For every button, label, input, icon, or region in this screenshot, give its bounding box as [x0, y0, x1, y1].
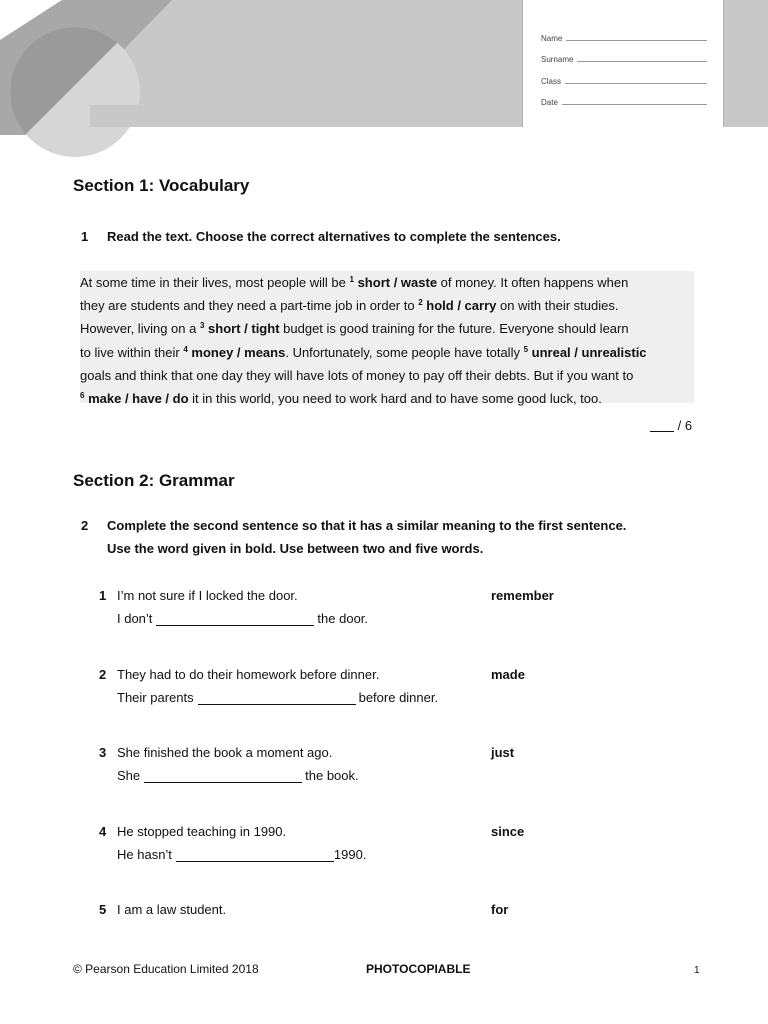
publisher-logo-icon	[0, 0, 522, 160]
name-line[interactable]	[566, 40, 707, 41]
name-field[interactable]	[541, 34, 707, 43]
text-line-6	[80, 387, 694, 410]
item-number: 1	[99, 588, 107, 603]
item-sentence: He stopped teaching in 1990.	[117, 824, 287, 839]
exercise1-instruction	[81, 225, 561, 248]
item-keyword: just	[491, 745, 515, 760]
text-fragment: they are students and they need a part-time job in order to	[80, 298, 419, 314]
exercise1-number: 1	[81, 229, 89, 244]
gap-options[interactable]: short / tight	[208, 321, 280, 337]
gap-number: 2	[418, 298, 423, 308]
item-sentence: They had to do their homework before dinner.	[117, 667, 380, 682]
date-line[interactable]	[562, 104, 707, 105]
text-fragment: However, living on a	[80, 321, 200, 337]
header-band-right	[724, 0, 768, 127]
gap-options[interactable]: hold / carry	[426, 298, 497, 314]
text-line-3	[80, 317, 694, 340]
class-label: Class	[541, 77, 562, 86]
text-line-2	[80, 294, 694, 317]
item-rewrite	[117, 843, 366, 866]
item-number: 5	[99, 902, 107, 917]
item-sentence: I’m not sure if I locked the door.	[117, 588, 298, 603]
rewrite-start: He hasn’t	[117, 847, 172, 862]
text-fragment: to live within their	[80, 344, 184, 360]
section1-title: Section 1: Vocabulary	[73, 176, 250, 195]
rewrite-end: the book.	[305, 768, 359, 783]
text-fragment: At some time in their lives, most people will be	[80, 275, 350, 290]
gap-options[interactable]: unreal / unrealistic	[531, 344, 647, 360]
item-sentence: I am a law student.	[117, 902, 227, 917]
exercise1-instruction-text: Read the text. Choose the correct alternatives to complete the sentences.	[107, 229, 561, 244]
date-label: Date	[541, 98, 558, 107]
exercise2-instruction-line2: Use the word given in bold. Use between two and five words.	[107, 541, 484, 556]
item-keyword: since	[491, 824, 525, 839]
rewrite-start: I don’t	[117, 611, 153, 626]
gap-number: 3	[199, 321, 205, 331]
text-fragment: on with their studies.	[496, 298, 619, 314]
answer-gap[interactable]	[144, 768, 302, 783]
class-line[interactable]	[565, 83, 707, 84]
item-sentence: She finished the book a moment ago.	[117, 745, 333, 760]
answer-gap[interactable]	[176, 847, 334, 862]
class-field[interactable]	[541, 77, 707, 86]
rewrite-start: She	[117, 768, 141, 783]
rewrite-end: 1990.	[333, 847, 367, 862]
text-line-4	[80, 341, 694, 364]
text-fragment: goals and think that one day they will have lots of money to pay off their debts. But if you want to	[80, 367, 634, 383]
exercise2-instruction-line1: Complete the second sentence so that it has a similar meaning to the first sentence.	[107, 518, 627, 533]
answer-gap[interactable]	[198, 690, 356, 705]
item-number: 3	[99, 745, 107, 760]
rewrite-end: the door.	[317, 611, 369, 626]
footer-copyright: © Pearson Education Limited 2018	[73, 962, 259, 976]
date-field[interactable]	[541, 98, 707, 107]
text-fragment: budget is good training for the future. Everyone should learn	[279, 321, 629, 337]
item-keyword: remember	[491, 588, 554, 603]
item-keyword: made	[491, 667, 525, 682]
score-blank[interactable]	[650, 419, 674, 432]
item-rewrite	[117, 686, 438, 709]
section1-score	[650, 418, 692, 433]
gap-number: 5	[523, 344, 529, 354]
exercise2-number: 2	[81, 518, 89, 533]
section2-title: Section 2: Grammar	[73, 471, 235, 490]
score-total: / 6	[677, 418, 693, 433]
name-label: Name	[541, 34, 563, 43]
item-number: 4	[99, 824, 107, 839]
footer-page-number: 1	[694, 965, 700, 976]
item-rewrite	[117, 764, 359, 787]
text-line-5	[80, 364, 694, 387]
text-fragment: it in this world, you need to work hard and to have some good luck, too.	[188, 391, 602, 407]
rewrite-start: Their parents	[117, 690, 194, 705]
item-keyword: for	[491, 902, 509, 917]
student-info-box	[522, 0, 724, 127]
text-fragment: of money. It often happens when	[437, 275, 629, 290]
text-fragment: . Unfortunately, some people have totally	[285, 344, 524, 360]
text-line-1	[80, 271, 694, 294]
item-rewrite	[117, 607, 368, 630]
gap-options[interactable]: money / means	[191, 344, 286, 360]
gap-number: 4	[183, 344, 188, 354]
footer-photocopiable: PHOTOCOPIABLE	[366, 962, 471, 976]
item-number: 2	[99, 667, 107, 682]
rewrite-end: before dinner.	[358, 690, 439, 705]
gap-number: 1	[349, 275, 354, 284]
gap-options[interactable]: short / waste	[357, 275, 438, 290]
answer-gap[interactable]	[156, 611, 314, 626]
gap-number: 6	[80, 391, 85, 401]
exercise2-instruction	[81, 514, 626, 560]
reading-text-box	[80, 271, 694, 407]
gap-options[interactable]: make / have / do	[88, 391, 189, 407]
surname-line[interactable]	[577, 61, 707, 62]
surname-field[interactable]	[541, 55, 707, 64]
surname-label: Surname	[541, 55, 574, 64]
